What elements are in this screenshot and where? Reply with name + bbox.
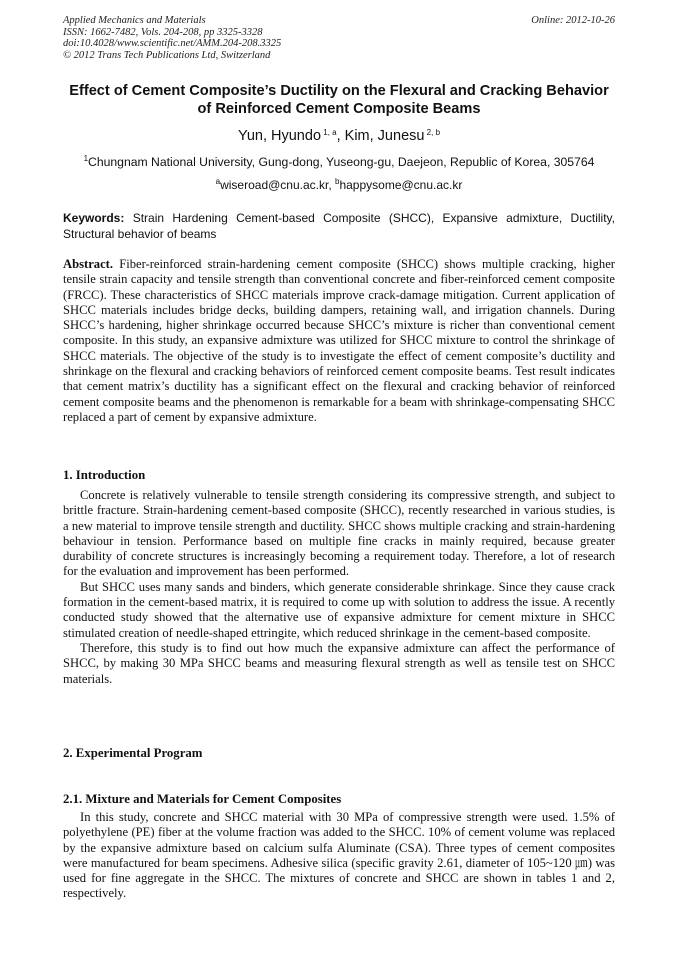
keywords-label: Keywords: <box>63 211 125 225</box>
paragraph: Therefore, this study is to find out how much the expansive admixture can affect the performance of SHCC, by making 30 MPa SHCC beams and measuring flexural strength as well as tensile test on SHCC materials. <box>63 640 615 686</box>
email-superscript: b <box>335 177 340 186</box>
paragraph: Concrete is relatively vulnerable to tensile strength considering its compressive strength, and subject to brittle fracture. Strain-hardening cement-based composite (SHCC), recently researched in various studies, is a new material to improve tensile strength and ductility. SHCC shows multiple cracking and strain-hardening behaviour in tension. Performance based on multiple fine cracks in mainly required, because greater durability of concrete structures is increasingly becoming a requirement today. Therefore, a lot of research for the evaluation and improvement has been performed. <box>63 488 615 579</box>
mixture-body <box>63 810 615 902</box>
subsection-heading-mixture: 2.1. Mixture and Materials for Cement Composites <box>63 792 342 806</box>
email-line <box>63 177 615 193</box>
author-superscript: 1, a <box>321 128 337 137</box>
journal-name: Applied Mechanics and Materials <box>63 15 206 26</box>
affiliation-superscript: 1 <box>83 154 89 163</box>
author-superscript: 2, b <box>424 128 441 137</box>
paragraph: But SHCC uses many sands and binders, which generate considerable shrinkage. Since they cause crack formation in the cement-based matrix, it is required to come up with solution to address the issue. A recently conducted study showed that the alternative use of expansive admixture for cement mixture in SHCC stimulated creation of needle-shaped ettringite, which reduced shrinkage in the cement-based composite. <box>63 579 615 640</box>
email-link[interactable]: wiseroad@cnu.ac.kr <box>220 178 329 192</box>
author-separator: , <box>336 128 345 144</box>
abstract <box>63 257 615 425</box>
email-separator: , <box>328 178 335 192</box>
journal-header <box>63 15 615 61</box>
online-date: Online: 2012-10-26 <box>531 15 615 26</box>
author-name: Yun, Hyundo <box>237 128 322 144</box>
keywords-text: Strain Hardening Cement-based Composite (SHCC), Expansive admixture, Ductility, Structural behavior of beams <box>63 211 615 241</box>
section-heading-experimental-program: 2. Experimental Program <box>63 746 203 760</box>
author-name: Kim, Junesu <box>344 128 425 144</box>
issn-line: ISSN: 1662-7482, Vols. 204-208, pp 3325-3328 <box>63 26 263 38</box>
email-superscript: a <box>215 177 221 186</box>
author-line <box>63 127 615 145</box>
introduction-body <box>63 488 615 687</box>
paper-title: Effect of Cement Composite’s Ductility on the Flexural and Cracking Behavior of Reinforced Cement Composite Beams <box>69 83 609 117</box>
doi-line: doi:10.4028/www.scientific.net/AMM.204-208.3325 <box>63 38 282 49</box>
affiliation-text: Chungnam National University, Gung-dong, Yuseong-gu, Daejeon, Republic of Korea, 305764 <box>88 155 595 169</box>
affiliation <box>63 154 615 170</box>
copyright-line: © 2012 Trans Tech Publications Ltd, Switzerland <box>63 49 271 61</box>
abstract-text: Fiber-reinforced strain-hardening cement composite (SHCC) shows multiple cracking, higher tensile strain capacity and tensile strength than conventional concrete and fiber-reinforced cement composite (FRCC). These characteristics of SHCC materials improve crack-damage mitigation. Current application of SHCC materials includes bridge decks, building dampers, retaining wall, and irrigation channels. During SHCC’s hardening, higher shrinkage occurred because SHCC’s mixture is richer than conventional cement composite. In this study, an expansive admixture was utilized for SHCC mixture to control the shrinkage of SHCC materials. The objective of the study is to investigate the effect of cement composite’s ductility and shrinkage on the flexural and cracking behaviors of reinforced cement composite beams. Test result indicates that cement matrix’s ductility has a significant effect on the flexural and cracking behavior of reinforced cement composite beams and the phenomenon is remarkable for a beam with shrinkage-compensating SHCC replaced a part of cement by expansive admixture. <box>63 257 615 424</box>
section-heading-introduction: 1. Introduction <box>63 468 146 482</box>
email-link[interactable]: happysome@cnu.ac.kr <box>339 178 463 192</box>
paragraph: In this study, concrete and SHCC material with 30 MPa of compressive strength were used. 1.5% of polyethylene (PE) fiber at the volume fraction was added to the SHCC. 10% of cement volume was replaced by the expansive admixture based on calcium sulfa Aluminate (CSA). Three types of cement composites were manufactured for beam specimens. Adhesive silica (specific gravity 2.61, diameter of 105~120 ㎛) was used for fine aggregate in the SHCC. The mixtures of concrete and SHCC are shown in tables 1 and 2, respectively. <box>63 810 615 901</box>
keywords <box>63 211 615 242</box>
abstract-label: Abstract. <box>63 257 114 271</box>
